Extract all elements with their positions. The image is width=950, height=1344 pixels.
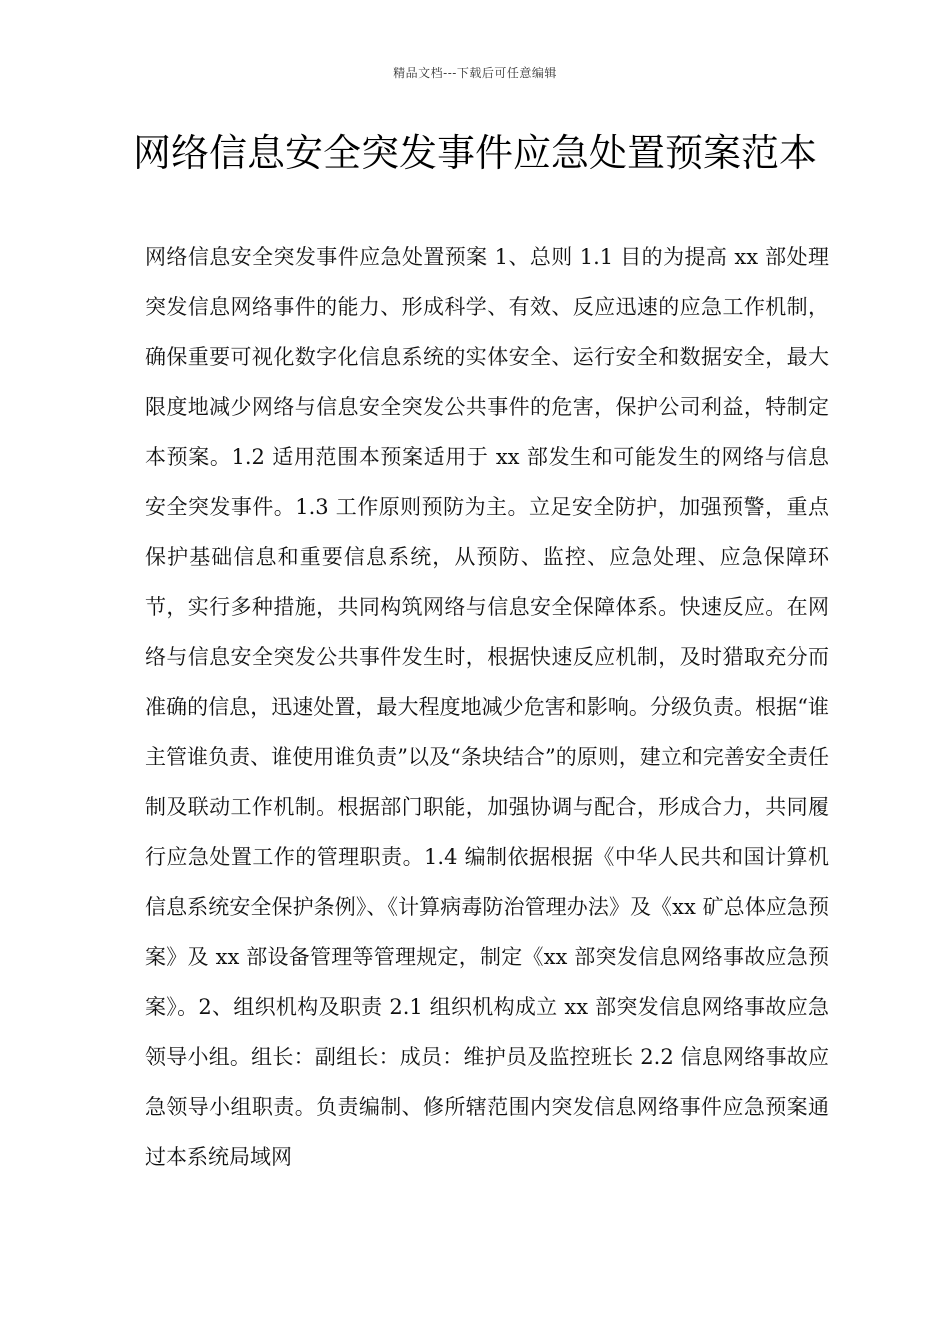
document-body: 网络信息安全突发事件应急处置预案 1、总则 1.1 目的为提高 xx 部处理突发信息网络事件的能力、形成科学、有效、反应迅速的应急工作机制，确保重要可视化数字化信息系统的实体安全、运行安全和数据安全，最大限度地减少网络与信息安全突发公共事件的危害，保护公司利益，特制定本预案。1.2 适用范围本预案适用于 xx 部发生和可能发生的网络与信息安全突发事件。1.3 工作原则预防为主。立足安全防护，加强预警，重点保护基础信息和重要信息系统，从预防、监控、应急处理、应急保障环节，实行多种措施，共同构筑网络与信息安全保障体系。快速反应。在网络与信息安全突发公共事件发生时，根据快速反应机制，及时猎取充分而准确的信息，迅速处置，最大程度地减少危害和影响。分级负责。根据“谁主管谁负责、谁使用谁负责”以及“条块结合”的原则，建立和完善安全责任制及联动工作机制。根据部门职能，加强协调与配合，形成合力，共同履行应急处置工作的管理职责。1.4 编制依据根据《中华人民共和国计算机信息系统安全保护条例》、《计算病毒防治管理办法》及《xx 矿总体应急预案》及 xx 部设备管理等管理规定，制定《xx 部突发信息网络事故应急预案》。2、组织机构及职责 2.1 组织机构成立 xx 部突发信息网络事故应急领导小组。组长：副组长：成员：维护员及监控班长 2.2 信息网络事故应急领导小组职责。负责编制、修所辖范围内突发信息网络事件应急预案通过本系统局域网 [145,245,829,1169]
document-title: 网络信息安全突发事件应急处置预案范本 [132,131,817,175]
header-note: 精品文档---下载后可任意编辑 [393,66,557,80]
